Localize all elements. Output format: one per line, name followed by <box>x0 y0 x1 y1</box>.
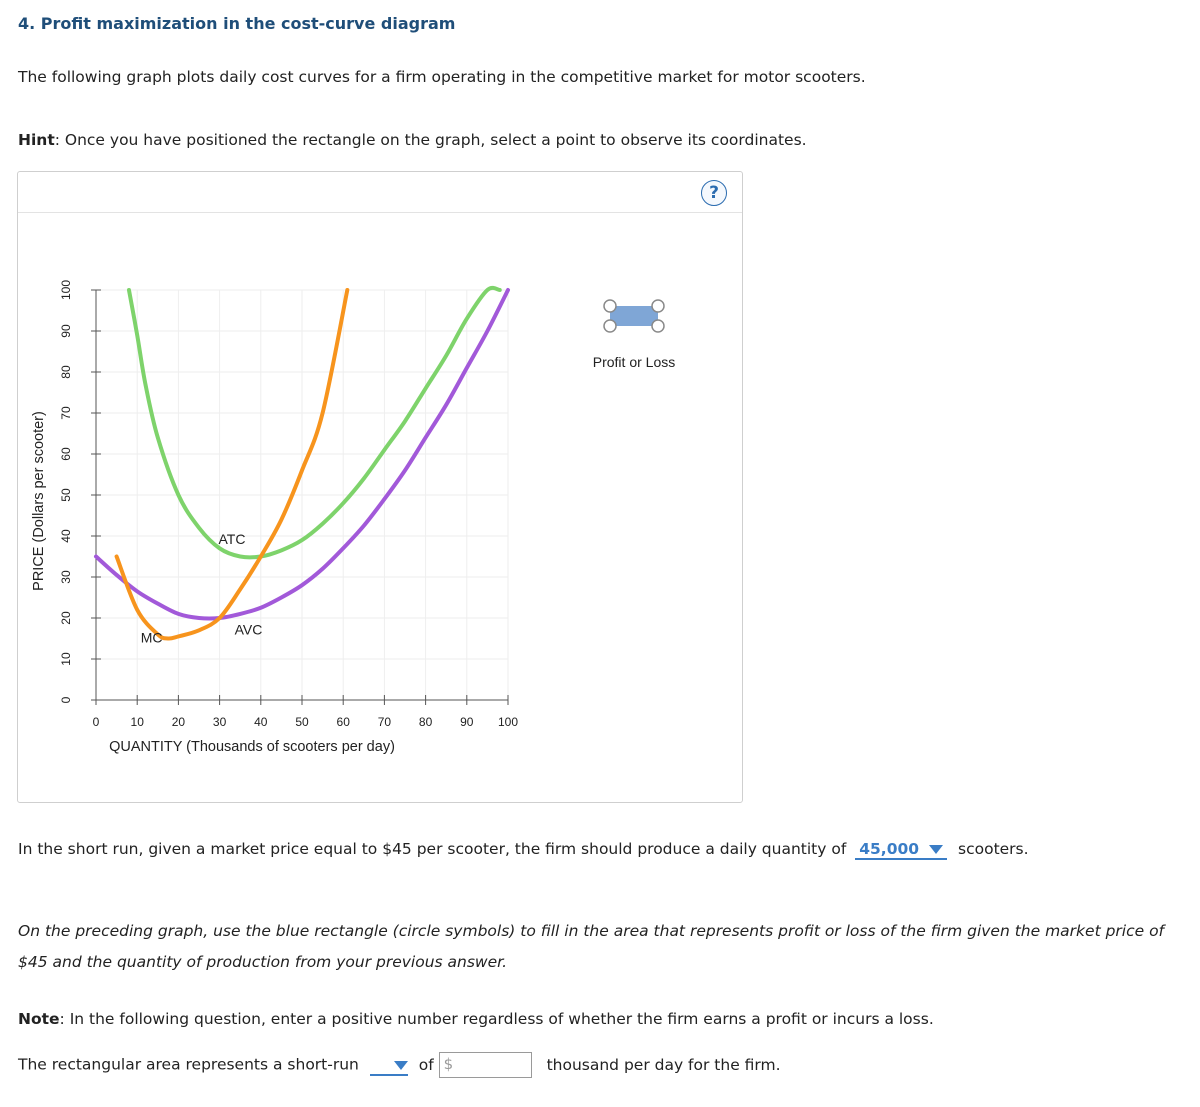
x-tick-label: 40 <box>254 715 268 729</box>
profit-loss-rectangle-tool[interactable] <box>604 300 664 332</box>
chevron-down-icon <box>929 845 943 854</box>
question-quantity <box>18 840 1029 860</box>
x-tick-label: 50 <box>295 715 309 729</box>
y-tick-label: 20 <box>59 611 74 625</box>
question-quantity-text: In the short run, given a market price equal to $45 per scooter, the firm should produce a daily quantity of <box>18 840 847 858</box>
x-tick-label: 90 <box>460 715 474 729</box>
rect-handle-top-right[interactable] <box>652 300 664 312</box>
curve-label-avc: AVC <box>234 621 263 638</box>
dollar-sign: $ <box>443 1055 454 1073</box>
y-tick-label: 40 <box>59 529 74 543</box>
amount-input[interactable] <box>439 1052 532 1078</box>
chevron-down-icon <box>394 1061 408 1070</box>
note-body: : In the following question, enter a positive number regardless of whether the firm earns a profit or incurs a loss. <box>59 1010 934 1028</box>
x-tick-label: 20 <box>171 715 186 729</box>
y-tick-label: 50 <box>59 488 74 502</box>
intro-text: The following graph plots daily cost curves for a firm operating in the competitive market for motor scooters. <box>18 68 866 86</box>
note-label: Note <box>18 1010 60 1028</box>
x-tick-label: 60 <box>336 715 350 729</box>
y-tick-label: 60 <box>59 447 74 461</box>
y-tick-label: 70 <box>59 406 74 420</box>
y-tick-label: 10 <box>59 652 74 666</box>
quantity-dropdown[interactable] <box>855 840 947 860</box>
question-area-text: The rectangular area represents a short-run <box>18 1055 359 1074</box>
x-tick-label: 10 <box>130 715 144 729</box>
mc-curve[interactable] <box>117 290 348 639</box>
x-tick-label: 80 <box>418 715 433 729</box>
atc-curve[interactable] <box>129 288 500 558</box>
hint-body: : Once you have positioned the rectangle on the graph, select a point to observe its coordinates. <box>54 131 807 149</box>
of-label: of <box>418 1055 434 1074</box>
profit-loss-tool-label: Profit or Loss <box>592 354 676 370</box>
cost-curve-chart[interactable] <box>18 172 742 802</box>
rectangle-instruction: On the preceding graph, use the blue rectangle (circle symbols) to fill in the area that represents profit or loss of the firm given the market price of $45 and the quantity of production from your previous answer. <box>18 922 1165 971</box>
graph-panel <box>17 171 743 803</box>
x-axis-title: QUANTITY (Thousands of scooters per day) <box>109 739 395 755</box>
hint-label: Hint <box>18 131 55 149</box>
question-quantity-suffix: scooters. <box>958 840 1029 858</box>
question-area <box>18 1052 781 1078</box>
y-tick-label: 90 <box>59 324 74 338</box>
y-tick-label: 30 <box>59 570 74 584</box>
question-area-suffix: thousand per day for the firm. <box>546 1055 781 1074</box>
curve-label-mc: MC <box>140 629 163 646</box>
y-tick-label: 0 <box>59 696 74 704</box>
x-tick-label: 70 <box>377 715 392 729</box>
section-heading: 4. Profit maximization in the cost-curve diagram <box>18 14 456 33</box>
x-tick-label: 0 <box>92 715 100 729</box>
y-axis-title: PRICE (Dollars per scooter) <box>30 411 47 591</box>
help-icon[interactable]: ? <box>701 180 727 206</box>
rect-handle-bottom-right[interactable] <box>652 320 664 332</box>
hint-text <box>18 131 807 149</box>
quantity-dropdown-value: 45,000 <box>859 840 920 858</box>
x-tick-label: 100 <box>497 715 519 729</box>
rect-handle-top-left[interactable] <box>604 300 616 312</box>
x-tick-label: 30 <box>212 715 227 729</box>
y-tick-label: 100 <box>59 279 74 301</box>
profit-loss-dropdown[interactable] <box>370 1056 408 1076</box>
rect-handle-bottom-left[interactable] <box>604 320 616 332</box>
y-tick-label: 80 <box>59 365 74 379</box>
note-text <box>18 1010 934 1028</box>
curve-label-atc: ATC <box>218 531 246 548</box>
profit-loss-rectangle[interactable] <box>610 306 658 326</box>
axes <box>31 280 519 755</box>
